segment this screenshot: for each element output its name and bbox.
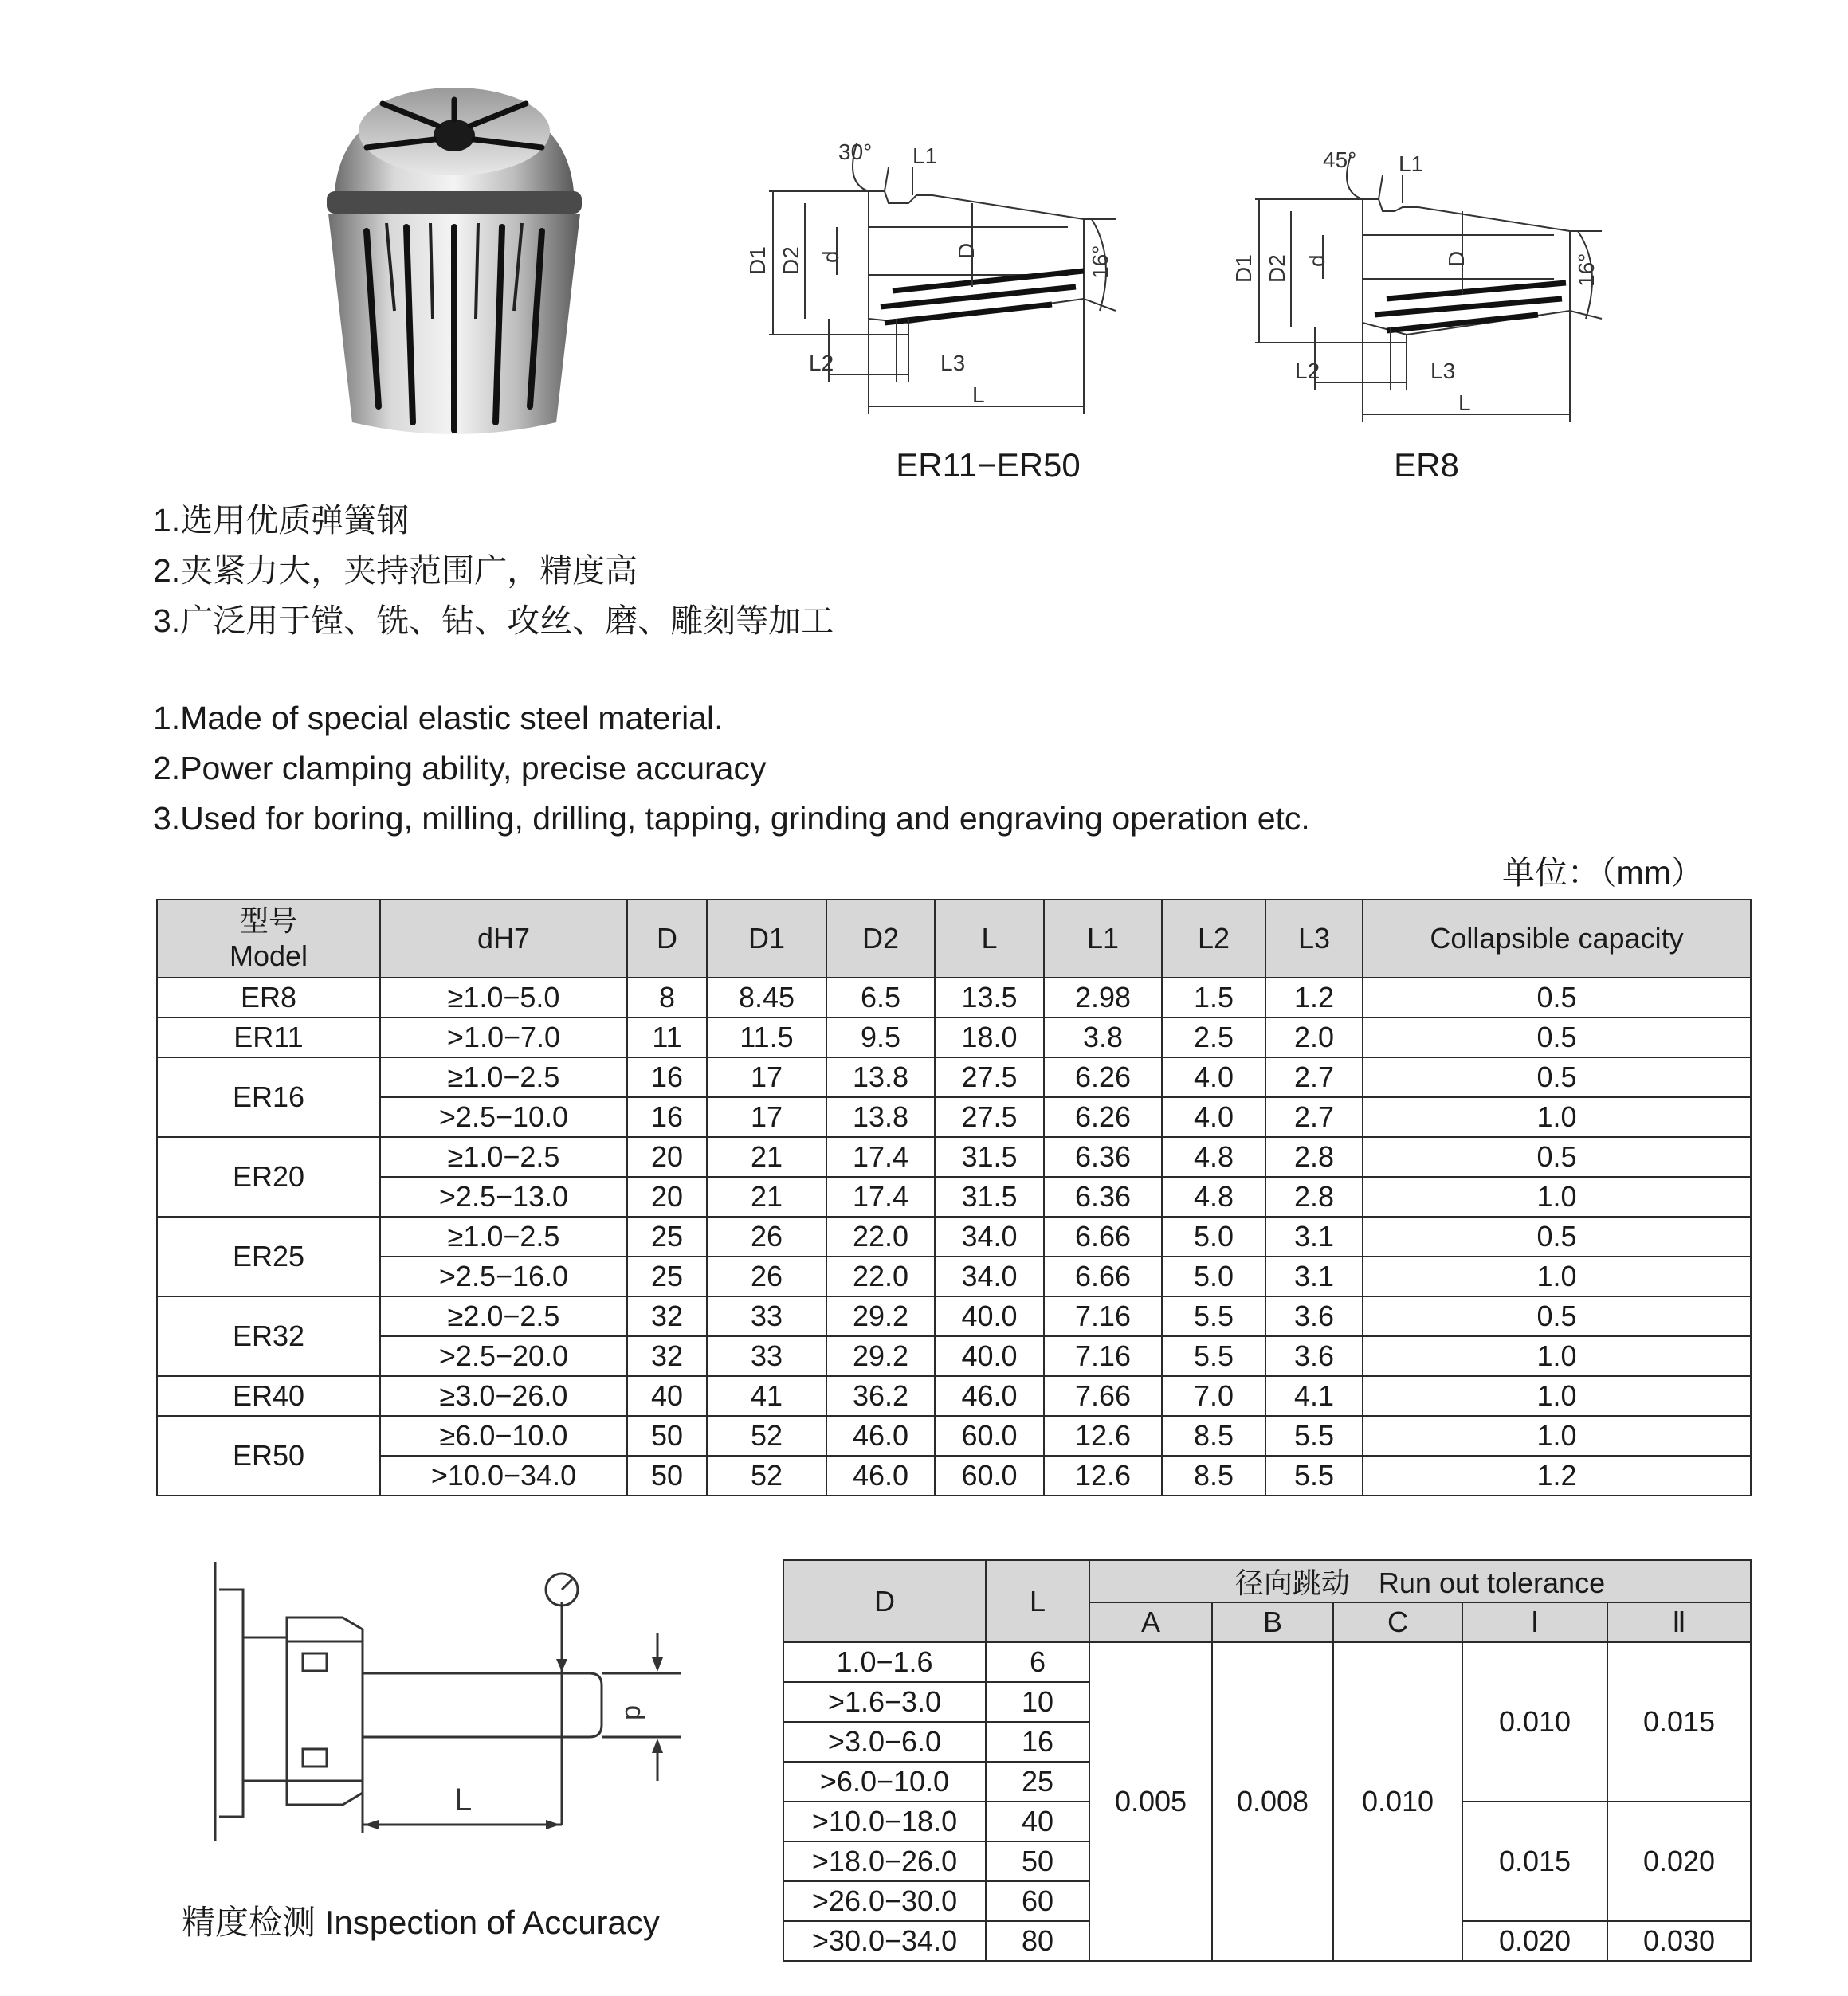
model-cell: ER50: [157, 1416, 380, 1496]
taper-label: 16°: [1088, 245, 1112, 279]
table-cell: 7.16: [1044, 1296, 1162, 1336]
table-cell: 1.0: [1363, 1097, 1751, 1137]
table-cell: 7.66: [1044, 1376, 1162, 1416]
table-cell: 0.5: [1363, 1057, 1751, 1097]
inspection-caption: 精度检测 Inspection of Accuracy: [182, 1904, 660, 1941]
model-cell: ER25: [157, 1217, 380, 1296]
table-cell: 31.5: [935, 1177, 1044, 1217]
tolerance-i-cell: 0.020: [1462, 1921, 1607, 1961]
table-cell: 22.0: [826, 1257, 935, 1296]
table-cell: 17: [707, 1097, 826, 1137]
table-row: [157, 1416, 1751, 1456]
table-cell: 0.5: [1363, 1296, 1751, 1336]
tolerance-a-cell: 0.005: [1089, 1642, 1212, 1961]
table-cell: ≥2.0−2.5: [380, 1296, 627, 1336]
l-label: L: [972, 382, 985, 407]
length-cell: 10: [986, 1682, 1089, 1722]
table-cell: 3.6: [1265, 1296, 1363, 1336]
table-cell: 34.0: [935, 1217, 1044, 1257]
table-cell: 27.5: [935, 1097, 1044, 1137]
table-cell: 5.5: [1162, 1296, 1265, 1336]
table-cell: 20: [627, 1177, 707, 1217]
model-cell: ER11: [157, 1018, 380, 1057]
table-cell: 4.0: [1162, 1097, 1265, 1137]
table-cell: 3.8: [1044, 1018, 1162, 1057]
table-cell: ≥3.0−26.0: [380, 1376, 627, 1416]
table-cell: 3.1: [1265, 1257, 1363, 1296]
table-cell: ≥6.0−10.0: [380, 1416, 627, 1456]
table-cell: 5.5: [1162, 1336, 1265, 1376]
table-cell: 2.0: [1265, 1018, 1363, 1057]
l2-label: L2: [809, 351, 834, 375]
header-d: D: [783, 1560, 986, 1642]
table-row: [157, 1336, 1751, 1376]
length-cell: 25: [986, 1762, 1089, 1802]
header-l: L: [935, 900, 1044, 978]
table-cell: 5.5: [1265, 1456, 1363, 1496]
table-cell: 0.5: [1363, 1217, 1751, 1257]
table-cell: 9.5: [826, 1018, 935, 1057]
table-cell: 3.6: [1265, 1336, 1363, 1376]
length-cell: 40: [986, 1802, 1089, 1841]
diameter-label: d: [619, 1705, 649, 1720]
table-cell: 17.4: [826, 1177, 935, 1217]
tolerance-ii-cell: 0.015: [1607, 1642, 1751, 1802]
diameter-range-cell: >6.0−10.0: [783, 1762, 986, 1802]
spec-table: [156, 899, 1752, 1496]
header-b: B: [1212, 1602, 1333, 1642]
table-cell: 4.0: [1162, 1057, 1265, 1097]
table-cell: 4.1: [1265, 1376, 1363, 1416]
diameter-range-cell: >26.0−30.0: [783, 1881, 986, 1921]
table-row: [157, 978, 1751, 1018]
table-cell: 0.5: [1363, 978, 1751, 1018]
tolerance-i-cell: 0.015: [1462, 1802, 1607, 1921]
table-cell: 46.0: [935, 1376, 1044, 1416]
table-cell: 29.2: [826, 1296, 935, 1336]
table-cell: 50: [627, 1456, 707, 1496]
header-dh7: dH7: [380, 900, 627, 978]
table-cell: 36.2: [826, 1376, 935, 1416]
table-row: [157, 1257, 1751, 1296]
table-cell: 1.0: [1363, 1257, 1751, 1296]
runout-table: [783, 1559, 1752, 1962]
table-cell: 12.6: [1044, 1456, 1162, 1496]
table-cell: 1.2: [1363, 1456, 1751, 1496]
table-row: [157, 1097, 1751, 1137]
er8-drawing: [1231, 135, 1618, 438]
length-cell: 50: [986, 1841, 1089, 1881]
table-row: [157, 1057, 1751, 1097]
table-cell: 6.36: [1044, 1177, 1162, 1217]
tolerance-b-cell: 0.008: [1212, 1642, 1333, 1961]
tolerance-ii-cell: 0.020: [1607, 1802, 1751, 1921]
d1-label: D1: [745, 246, 770, 275]
bore-d-label: d: [1305, 254, 1329, 267]
header-ii: Ⅱ: [1607, 1602, 1751, 1642]
l1-label: L1: [912, 143, 938, 168]
table-row: [157, 1217, 1751, 1257]
header-runout-tolerance: 径向跳动 Run out tolerance: [1089, 1560, 1751, 1602]
table-cell: 0.5: [1363, 1137, 1751, 1177]
table-cell: 0.5: [1363, 1018, 1751, 1057]
table-cell: ≥1.0−2.5: [380, 1057, 627, 1097]
diameter-range-cell: >18.0−26.0: [783, 1841, 986, 1881]
table-row: [157, 1376, 1751, 1416]
table-cell: 5.0: [1162, 1257, 1265, 1296]
table-cell: >2.5−16.0: [380, 1257, 627, 1296]
feature-en-item: 3.Used for boring, milling, drilling, tapping, grinding and engraving operation etc.: [153, 800, 1310, 837]
table-cell: >2.5−20.0: [380, 1336, 627, 1376]
table-cell: 6.26: [1044, 1057, 1162, 1097]
l-label: L: [1458, 390, 1471, 415]
table-cell: 18.0: [935, 1018, 1044, 1057]
table-row: [157, 1456, 1751, 1496]
taper-label: 16°: [1574, 253, 1599, 287]
l1-label: L1: [1399, 151, 1424, 176]
table-cell: 46.0: [826, 1416, 935, 1456]
table-cell: 13.8: [826, 1057, 935, 1097]
table-cell: 2.7: [1265, 1057, 1363, 1097]
table-cell: 1.5: [1162, 978, 1265, 1018]
table-cell: 17: [707, 1057, 826, 1097]
inspection-drawing: [183, 1554, 709, 1857]
table-cell: 16: [627, 1057, 707, 1097]
table-cell: 2.8: [1265, 1137, 1363, 1177]
table-row: [157, 1296, 1751, 1336]
table-cell: 21: [707, 1137, 826, 1177]
d-label: D: [954, 242, 979, 259]
table-cell: 6.26: [1044, 1097, 1162, 1137]
l3-label: L3: [1430, 359, 1456, 383]
table-cell: 41: [707, 1376, 826, 1416]
header-l1: L1: [1044, 900, 1162, 978]
diameter-range-cell: 1.0−1.6: [783, 1642, 986, 1682]
header-model: 型号 Model: [157, 900, 380, 978]
length-cell: 80: [986, 1921, 1089, 1961]
angle-label: 30°: [838, 139, 873, 164]
table-cell: >2.5−10.0: [380, 1097, 627, 1137]
er11-er50-caption: ER11−ER50: [896, 446, 1081, 484]
table-cell: 40.0: [935, 1336, 1044, 1376]
table-cell: 60.0: [935, 1416, 1044, 1456]
table-cell: 5.5: [1265, 1416, 1363, 1456]
table-cell: 40: [627, 1376, 707, 1416]
table-cell: >1.0−7.0: [380, 1018, 627, 1057]
collet-photo: [303, 72, 614, 446]
diameter-range-cell: >10.0−18.0: [783, 1802, 986, 1841]
header-i: Ⅰ: [1462, 1602, 1607, 1642]
header-a: A: [1089, 1602, 1212, 1642]
d2-label: D2: [1265, 254, 1289, 283]
d2-label: D2: [779, 246, 803, 275]
table-row: [157, 1018, 1751, 1057]
table-cell: 26: [707, 1257, 826, 1296]
feature-cn-item: 1.选用优质弹簧钢: [153, 502, 410, 539]
table-cell: 52: [707, 1456, 826, 1496]
table-cell: 25: [627, 1217, 707, 1257]
table-cell: 6.66: [1044, 1217, 1162, 1257]
table-cell: 1.0: [1363, 1416, 1751, 1456]
table-cell: 8.45: [707, 978, 826, 1018]
table-cell: 4.8: [1162, 1177, 1265, 1217]
table-cell: 8.5: [1162, 1416, 1265, 1456]
header-d1: D1: [707, 900, 826, 978]
table-cell: 31.5: [935, 1137, 1044, 1177]
features-en: [153, 693, 1310, 844]
table-row: [157, 1177, 1751, 1217]
header-l: L: [986, 1560, 1089, 1642]
d1-label: D1: [1231, 254, 1256, 283]
l2-label: L2: [1295, 359, 1320, 383]
table-cell: 1.0: [1363, 1177, 1751, 1217]
table-cell: 52: [707, 1416, 826, 1456]
header-d2: D2: [826, 900, 935, 978]
table-cell: 27.5: [935, 1057, 1044, 1097]
length-cell: 60: [986, 1881, 1089, 1921]
diameter-range-cell: >3.0−6.0: [783, 1722, 986, 1762]
model-cell: ER32: [157, 1296, 380, 1376]
l3-label: L3: [940, 351, 966, 375]
d-label: D: [1444, 250, 1469, 267]
table-cell: 11: [627, 1018, 707, 1057]
angle-label: 45°: [1323, 147, 1357, 172]
table-cell: 2.98: [1044, 978, 1162, 1018]
feature-cn-item: 2.夹紧力大，夹持范围广，精度高: [153, 552, 638, 589]
table-cell: >2.5−13.0: [380, 1177, 627, 1217]
header-c: C: [1333, 1602, 1462, 1642]
table-cell: 1.0: [1363, 1336, 1751, 1376]
feature-en-item: 2.Power clamping ability, precise accuracy: [153, 750, 767, 786]
model-cell: ER40: [157, 1376, 380, 1416]
table-cell: 22.0: [826, 1217, 935, 1257]
table-cell: 20: [627, 1137, 707, 1177]
model-cell: ER8: [157, 978, 380, 1018]
table-cell: 21: [707, 1177, 826, 1217]
diameter-range-cell: >30.0−34.0: [783, 1921, 986, 1961]
table-cell: 25: [627, 1257, 707, 1296]
table-cell: 40.0: [935, 1296, 1044, 1336]
bore-d-label: d: [818, 250, 843, 263]
table-cell: 2.5: [1162, 1018, 1265, 1057]
table-cell: 3.1: [1265, 1217, 1363, 1257]
table-cell: 7.16: [1044, 1336, 1162, 1376]
table-cell: 8: [627, 978, 707, 1018]
unit-label: 单位：（mm）: [1502, 854, 1704, 891]
tolerance-i-cell: 0.010: [1462, 1642, 1607, 1802]
table-cell: ≥1.0−2.5: [380, 1137, 627, 1177]
table-cell: 60.0: [935, 1456, 1044, 1496]
tolerance-ii-cell: 0.030: [1607, 1921, 1751, 1961]
header-l3: L3: [1265, 900, 1363, 978]
table-cell: 11.5: [707, 1018, 826, 1057]
table-row: [783, 1642, 1751, 1682]
table-cell: 34.0: [935, 1257, 1044, 1296]
table-row: [157, 1137, 1751, 1177]
table-cell: 29.2: [826, 1336, 935, 1376]
table-cell: 6.66: [1044, 1257, 1162, 1296]
features-cn: [153, 496, 834, 646]
table-cell: 4.8: [1162, 1137, 1265, 1177]
table-cell: 13.8: [826, 1097, 935, 1137]
table-cell: 2.8: [1265, 1177, 1363, 1217]
table-cell: ≥1.0−5.0: [380, 978, 627, 1018]
table-cell: 26: [707, 1217, 826, 1257]
er11-er50-drawing: [745, 127, 1132, 430]
table-cell: 5.0: [1162, 1217, 1265, 1257]
model-cell: ER16: [157, 1057, 380, 1137]
table-cell: 6.5: [826, 978, 935, 1018]
table-cell: 7.0: [1162, 1376, 1265, 1416]
table-cell: 46.0: [826, 1456, 935, 1496]
header-collapsible-capacity: Collapsible capacity: [1363, 900, 1751, 978]
length-label: L: [454, 1782, 473, 1818]
table-cell: 2.7: [1265, 1097, 1363, 1137]
table-cell: 1.2: [1265, 978, 1363, 1018]
table-cell: 12.6: [1044, 1416, 1162, 1456]
length-cell: 6: [986, 1642, 1089, 1682]
table-cell: 13.5: [935, 978, 1044, 1018]
table-cell: 1.0: [1363, 1376, 1751, 1416]
table-cell: >10.0−34.0: [380, 1456, 627, 1496]
table-cell: 16: [627, 1097, 707, 1137]
length-cell: 16: [986, 1722, 1089, 1762]
table-cell: 32: [627, 1296, 707, 1336]
tolerance-c-cell: 0.010: [1333, 1642, 1462, 1961]
table-cell: 33: [707, 1336, 826, 1376]
table-cell: 17.4: [826, 1137, 935, 1177]
spec-header-row: [157, 900, 1751, 978]
er8-caption: ER8: [1394, 446, 1459, 484]
header-d: D: [627, 900, 707, 978]
feature-en-item: 1.Made of special elastic steel material.: [153, 700, 724, 736]
table-cell: 50: [627, 1416, 707, 1456]
table-cell: 32: [627, 1336, 707, 1376]
table-cell: 8.5: [1162, 1456, 1265, 1496]
table-cell: 6.36: [1044, 1137, 1162, 1177]
feature-cn-item: 3.广泛用于镗、铣、钻、攻丝、磨、雕刻等加工: [153, 602, 834, 639]
table-cell: 33: [707, 1296, 826, 1336]
model-cell: ER20: [157, 1137, 380, 1217]
table-cell: ≥1.0−2.5: [380, 1217, 627, 1257]
header-l2: L2: [1162, 900, 1265, 978]
diameter-range-cell: >1.6−3.0: [783, 1682, 986, 1722]
